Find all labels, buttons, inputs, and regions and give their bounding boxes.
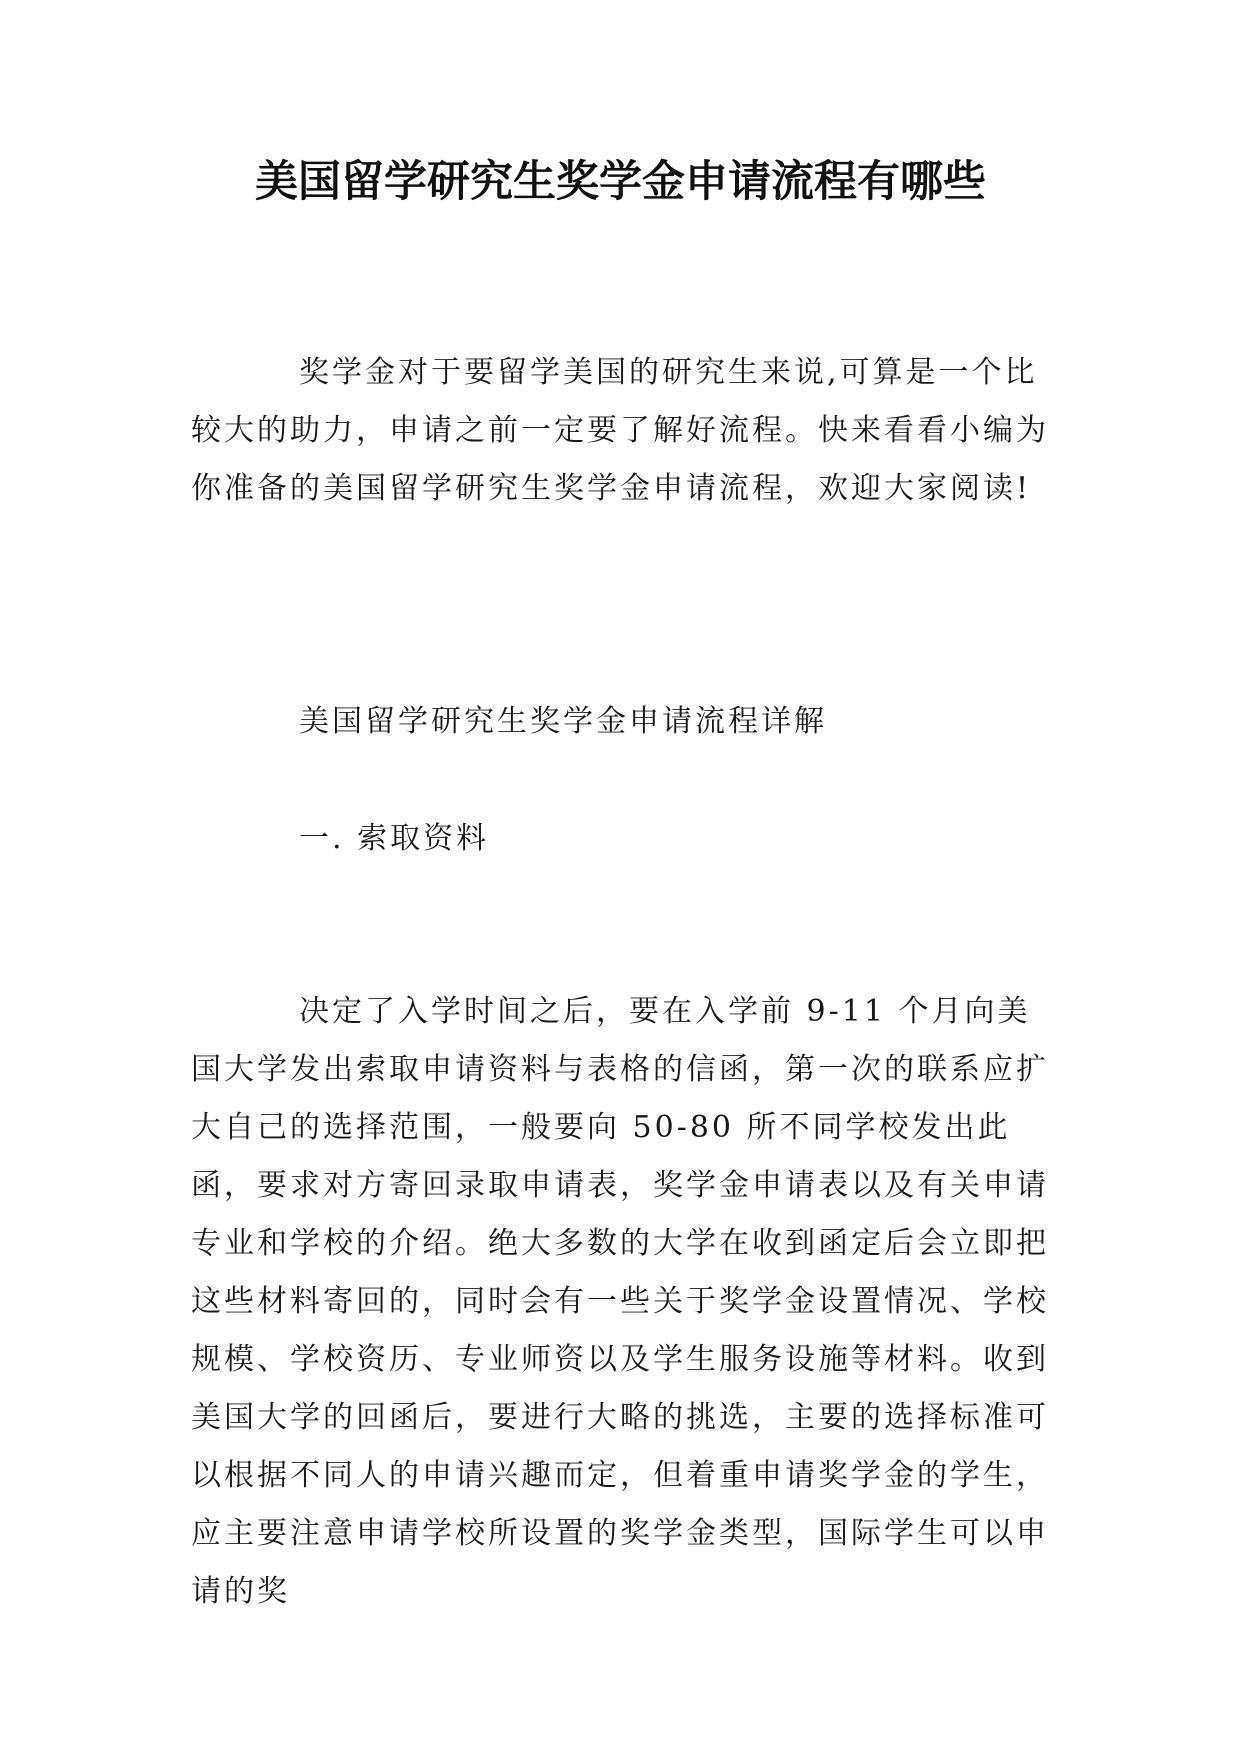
section-one-body-block — [191, 983, 1051, 1621]
section-one-heading: 一. 索取资料 — [299, 821, 490, 856]
intro-paragraph: 奖学金对于要留学美国的研究生来说,可算是一个比较大的助力，申请之前一定要了解好流程。快来看看小编为你准备的美国留学研究生奖学金申请流程，欢迎大家阅读! — [191, 355, 1049, 506]
section-one-body-paragraph: 决定了入学时间之后，要在入学前 9-11 个月向美国大学发出索取申请资料与表格的信函，第一次的联系应扩大自己的选择范围，一般要向 50-80 所不同学校发出此函，要求对方寄回录取申请表，奖学金申请表以及有关申请专业和学校的介绍。绝大多数的大学在收到函定后会立即把这些材料寄回的，同时会有一些关于奖学金设置情况、学校规模、学校资历、专业师资以及学生服务设施等材料。收到美国大学的回函后，要进行大略的挑选，主要的选择标准可以根据不同人的申请兴趣而定，但着重申请奖学金的学生，应主要注意申请学校所设置的奖学金类型，国际学生可以申请的奖 — [191, 994, 1049, 1609]
section-subtitle: 美国留学研究生奖学金申请流程详解 — [299, 704, 827, 739]
document-title: 美国留学研究生奖学金申请流程有哪些 — [255, 157, 986, 207]
intro-paragraph-block — [191, 344, 1051, 518]
